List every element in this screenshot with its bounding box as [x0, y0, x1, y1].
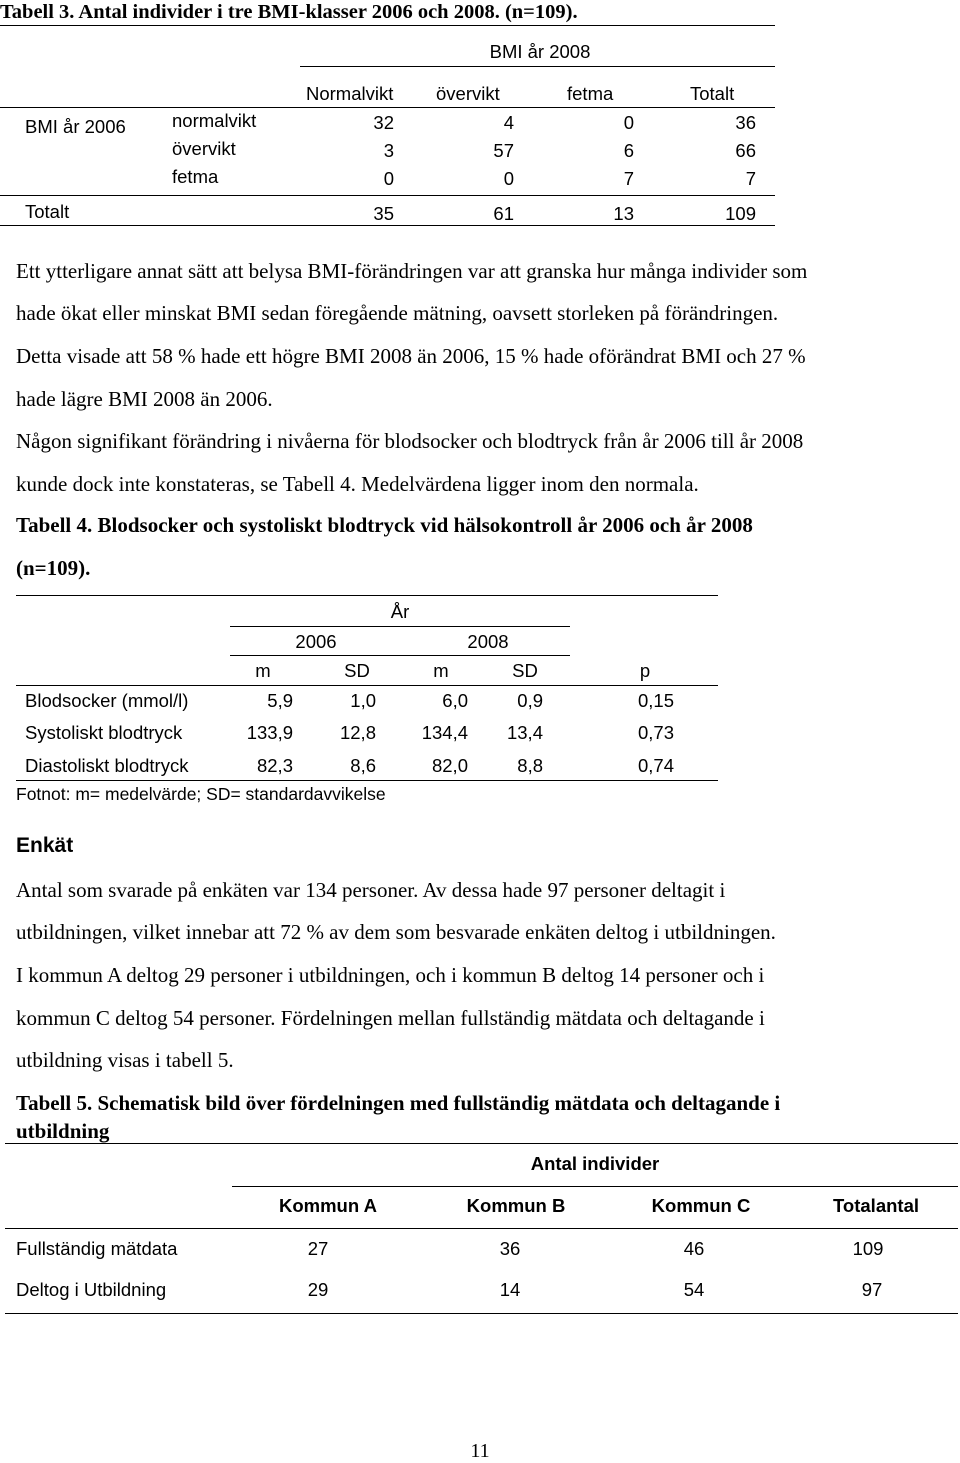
body-text-line: hade ökat eller minskat BMI sedan föregående mätning, oavsett storleken på förändringen.: [16, 301, 779, 325]
table4-cell: 0,73: [637, 722, 674, 743]
table3-title: Tabell 3. Antal individer i tre BMI-klasser 2006 och 2008. (n=109).: [0, 1, 578, 23]
table5-cell: 27: [307, 1238, 329, 1259]
table3-row-label: normalvikt: [172, 110, 257, 131]
table3-total-cell: 61: [493, 203, 514, 224]
table5-group-rule: [232, 1186, 958, 1187]
table4-cell: 134,4: [421, 722, 468, 743]
table4-cell: 0,74: [637, 755, 674, 776]
table3-row-label: fetma: [172, 166, 219, 187]
table5-group-header: Antal individer: [530, 1153, 660, 1174]
table4-bottom-rule: [16, 780, 718, 781]
table4-footnote: Fotnot: m= medelvärde; SD= standardavvikelse: [16, 784, 386, 804]
table4-year-header: 2008: [467, 631, 509, 652]
body-text-line: hade lägre BMI 2008 än 2006.: [16, 387, 273, 411]
table4-row-label: Diastoliskt blodtryck: [25, 755, 189, 776]
table5-bottom-rule: [5, 1313, 958, 1314]
body-text-line: utbildning visas i tabell 5.: [16, 1048, 234, 1072]
table5-col-header: Kommun C: [651, 1195, 751, 1216]
table5-col-header: Kommun A: [279, 1195, 377, 1216]
table4-cell: 6,0: [442, 690, 468, 711]
table3-cell: 0: [503, 168, 514, 189]
table4-group-header: År: [390, 601, 410, 622]
table3-col-header: Totalt: [690, 83, 735, 104]
table5-cell: 14: [499, 1279, 521, 1300]
table5-cell: 109: [852, 1238, 884, 1259]
table4-title: Tabell 4. Blodsocker och systoliskt blodtryck vid hälsokontroll år 2006 och år 2008: [16, 513, 753, 537]
table5-col-header: Totalantal: [833, 1195, 919, 1216]
table4-cell: 1,0: [350, 690, 376, 711]
table3-row-label: övervikt: [172, 138, 236, 159]
table4-year-rule: [230, 655, 570, 656]
table3-cell: 7: [623, 168, 634, 189]
table4-cell: 5,9: [267, 690, 293, 711]
table4-subheader: m: [255, 660, 271, 681]
table3-cell: 57: [493, 140, 514, 161]
table5-row-label: Deltog i Utbildning: [16, 1279, 167, 1300]
table3-total-rule: [0, 195, 775, 196]
table4-subheader: m: [433, 660, 449, 681]
table3-total-cell: 13: [613, 203, 634, 224]
table5-header-rule: [5, 1228, 958, 1229]
table3-cell: 36: [735, 112, 756, 133]
table3-total-label: Totalt: [25, 201, 70, 222]
table4-cell: 133,9: [246, 722, 293, 743]
table3-cell: 0: [383, 168, 394, 189]
table4-cell: 82,0: [431, 755, 468, 776]
body-text-line: Detta visade att 58 % hade ett högre BMI 2008 än 2006, 15 % hade oförändrat BMI och 27 %: [16, 344, 806, 368]
table4-cell: 13,4: [506, 722, 543, 743]
table3-bottom-rule: [0, 225, 775, 226]
table3-header-rule: [0, 107, 775, 108]
table4-subheader: p: [639, 660, 651, 681]
table5-title-cont: utbildning: [16, 1119, 110, 1143]
table4-row-label: Systoliskt blodtryck: [25, 722, 183, 743]
table4-cell: 12,8: [339, 722, 376, 743]
section-heading: Enkät: [16, 834, 74, 857]
table4-cell: 82,3: [256, 755, 293, 776]
table3-cell: 0: [623, 112, 634, 133]
table4-subheader: SD: [512, 660, 538, 681]
table5-cell: 36: [499, 1238, 521, 1259]
body-text-line: utbildningen, vilket innebar att 72 % av dem som besvarade enkäten deltog i utbildningen.: [16, 920, 776, 944]
table3-cell: 7: [745, 168, 756, 189]
table3-total-cell: 109: [725, 203, 756, 224]
table5-cell: 54: [683, 1279, 705, 1300]
table4-subheader: SD: [344, 660, 370, 681]
table5-cell: 97: [861, 1279, 883, 1300]
table4-row-label: Blodsocker (mmol/l): [25, 690, 189, 711]
table3-cell: 3: [383, 140, 394, 161]
body-text-line: Antal som svarade på enkäten var 134 personer. Av dessa hade 97 personer deltagit i: [16, 878, 726, 902]
table4-title-cont: (n=109).: [16, 556, 91, 580]
table3-top-rule: [0, 25, 775, 26]
table3-row-group-label: BMI år 2006: [25, 116, 126, 137]
table4-cell: 8,8: [517, 755, 543, 776]
table3-col-header: fetma: [567, 83, 614, 104]
table3-group-rule: [300, 66, 775, 67]
table5-top-rule: [5, 1143, 958, 1144]
table4-top-rule: [16, 595, 718, 596]
table5-cell: 46: [683, 1238, 705, 1259]
body-text-line: kunde dock inte konstateras, se Tabell 4. Medelvärdena ligger inom den normala.: [16, 472, 699, 496]
table5-title: Tabell 5. Schematisk bild över fördelningen med fullständig mätdata och deltagande i: [16, 1091, 781, 1115]
table5-cell: 29: [307, 1279, 329, 1300]
table4-year-header: 2006: [295, 631, 337, 652]
table3-cell: 4: [503, 112, 514, 133]
table4-cell: 8,6: [350, 755, 376, 776]
table4-group-rule: [230, 626, 570, 627]
table5-col-header: Kommun B: [466, 1195, 566, 1216]
body-text-line: kommun C deltog 54 personer. Fördelningen mellan fullständig mätdata och deltagande i: [16, 1006, 765, 1030]
body-text-line: Ett ytterligare annat sätt att belysa BMI-förändringen var att granska hur många individer som: [16, 259, 808, 283]
body-text-line: I kommun A deltog 29 personer i utbildningen, och i kommun B deltog 14 personer och i: [16, 963, 765, 987]
table3-cell: 6: [623, 140, 634, 161]
table4-cell: 0,15: [637, 690, 674, 711]
table3-col-header: Normalvikt: [306, 83, 394, 104]
table3-total-cell: 35: [373, 203, 394, 224]
table4-cell: 0,9: [517, 690, 543, 711]
table4-header-rule: [16, 685, 718, 686]
page-number: 11: [470, 1440, 490, 1462]
body-text-line: Någon signifikant förändring i nivåerna för blodsocker och blodtryck från år 2006 till år 2008: [16, 429, 804, 453]
table5-row-label: Fullständig mätdata: [16, 1238, 178, 1259]
table3-col-header: övervikt: [436, 83, 500, 104]
table3-cell: 32: [373, 112, 394, 133]
table3-cell: 66: [735, 140, 756, 161]
table3-group-header: BMI år 2008: [489, 41, 591, 62]
